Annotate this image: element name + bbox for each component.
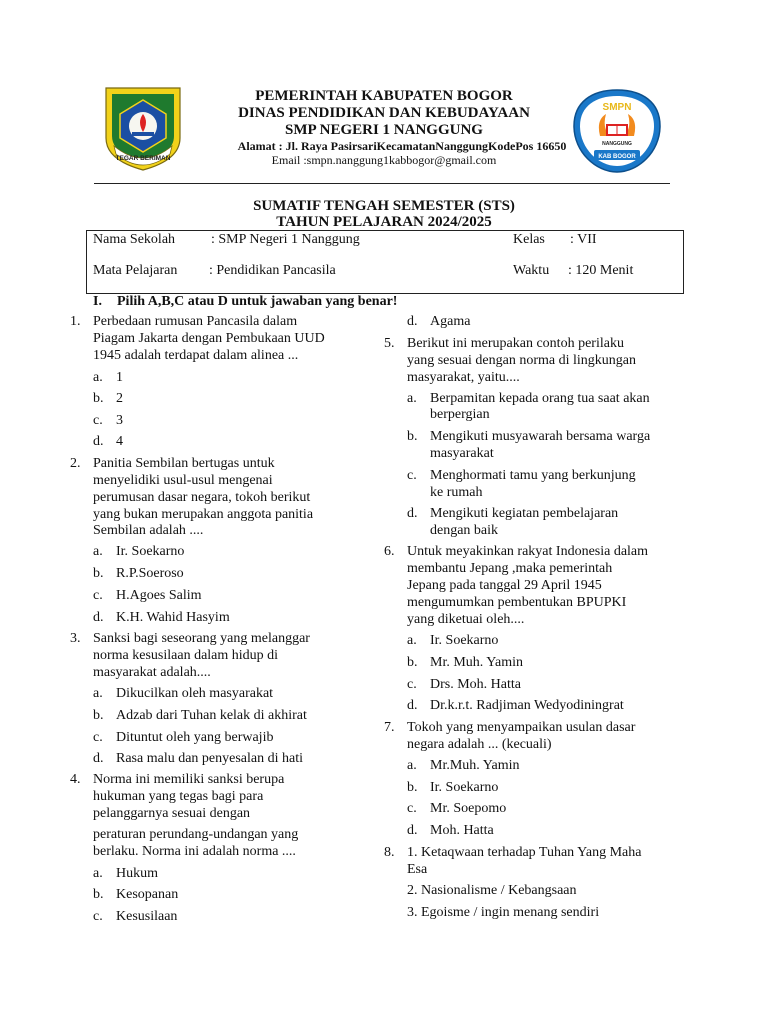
option-text: Ir. Soekarno (430, 780, 499, 795)
option-letter: c. (407, 801, 417, 816)
option-text: Mr.Muh. Yamin (430, 758, 520, 773)
option-letter: d. (93, 751, 104, 766)
question-line: yang diketuai oleh.... (407, 612, 525, 627)
option-letter: a. (407, 758, 417, 773)
option-letter: b. (93, 566, 104, 581)
option-letter: b. (93, 887, 104, 902)
option-text: Berpamitan kepada orang tua saat akan (430, 391, 650, 406)
option-text: Mr. Soepomo (430, 801, 507, 816)
option-text: Agama (430, 314, 471, 329)
question-line: Tokoh yang menyampaikan usulan dasar (407, 720, 636, 735)
option-letter: a. (407, 633, 417, 648)
option-letter: c. (93, 413, 103, 428)
question-line: pelanggarnya sesuai dengan (93, 806, 251, 821)
section-instruction: Pilih A,B,C atau D untuk jawaban yang benar! (117, 294, 398, 309)
option-text: 4 (116, 434, 123, 449)
question-line: Perbedaan rumusan Pancasila dalam (93, 314, 298, 329)
question-line: yang sesuai dengan norma di lingkungan (407, 353, 637, 368)
option-letter: a. (407, 391, 417, 406)
option-text: Menghormati tamu yang berkunjung (430, 468, 636, 483)
option-text: Mengikuti musyawarah bersama warga (430, 429, 651, 444)
exam-year: TAHUN PELAJARAN 2024/2025 (276, 214, 492, 230)
option-text: Kesopanan (116, 887, 179, 902)
left-logo-motto: TEGAR BERIMAN (115, 155, 171, 162)
option-text: Ir. Soekarno (116, 544, 185, 559)
option-letter: a. (93, 544, 103, 559)
question-number: 5. (384, 336, 395, 351)
question-line: 1945 adalah terdapat dalam alinea ... (93, 348, 299, 363)
question-line: Untuk meyakinkan rakyat Indonesia dalam (407, 544, 649, 559)
header-divider (94, 183, 670, 184)
question-line: peraturan perundang-undangan yang (93, 827, 299, 842)
header-line-1: PEMERINTAH KABUPATEN BOGOR (255, 88, 513, 104)
header-address: Alamat : Jl. Raya PasirsariKecamatanNanggungKodePos 16650 (237, 139, 567, 153)
question-line: mengumumkan pembentukan BPUPKI (407, 595, 627, 610)
option-letter: d. (93, 434, 104, 449)
question-line: masyarakat adalah.... (93, 665, 211, 680)
question-line: Sanksi bagi seseorang yang melanggar (93, 631, 310, 646)
option-letter: b. (93, 708, 104, 723)
option-letter: d. (407, 698, 418, 713)
question-line: berlaku. Norma ini adalah norma .... (93, 844, 296, 859)
subject-value: : Pendidikan Pancasila (209, 263, 336, 278)
question-number: 1. (70, 314, 81, 329)
question-number: 4. (70, 772, 81, 787)
option-text: masyarakat (430, 446, 494, 461)
question-line: norma kesusilaan dalam hidup di (93, 648, 279, 663)
header-email: Email :smpn.nanggung1kabbogor@gmail.com (271, 153, 497, 167)
question-line: Sembilan adalah .... (93, 523, 204, 538)
option-text: Adzab dari Tuhan kelak di akhirat (116, 708, 307, 723)
option-text: Dituntut oleh yang berwajib (116, 730, 274, 745)
option-text: 1 (116, 370, 123, 385)
option-text: Rasa malu dan penyesalan di hati (116, 751, 303, 766)
option-text: 3 (116, 413, 123, 428)
subject-label: Mata Pelajaran (93, 263, 178, 278)
question-line: yang bukan merupakan anggota panitia (93, 507, 314, 522)
question-number: 7. (384, 720, 395, 735)
option-letter: b. (93, 391, 104, 406)
question-line: 1. Ketaqwaan terhadap Tuhan Yang Maha (407, 845, 642, 860)
question-line: Jepang pada tanggal 29 April 1945 (407, 578, 602, 593)
option-text: Mengikuti kegiatan pembelajaran (430, 506, 619, 521)
option-text: K.H. Wahid Hasyim (116, 610, 230, 625)
option-letter: d. (93, 610, 104, 625)
class-label: Kelas (513, 232, 545, 247)
question-number: 2. (70, 456, 81, 471)
question-number: 6. (384, 544, 395, 559)
right-logo-top: SMPN (602, 102, 632, 113)
option-letter: c. (93, 730, 103, 745)
option-letter: c. (407, 677, 417, 692)
option-letter: b. (407, 429, 418, 444)
question-line: Esa (407, 862, 428, 877)
option-text: Hukum (116, 866, 158, 881)
option-letter: c. (93, 588, 103, 603)
option-text: dengan baik (430, 523, 499, 538)
option-text: Drs. Moh. Hatta (430, 677, 521, 692)
question-line: masyarakat, yaitu.... (407, 370, 520, 385)
question-line: Panitia Sembilan bertugas untuk (93, 456, 275, 471)
option-letter: b. (407, 655, 418, 670)
option-text: Moh. Hatta (430, 823, 494, 838)
header-line-3: SMP NEGERI 1 NANGGUNG (285, 122, 483, 138)
option-text: Dr.k.r.t. Radjiman Wedyodiningrat (430, 698, 624, 713)
question-number: 8. (384, 845, 395, 860)
right-logo-bottom: KAB BOGOR (598, 154, 636, 160)
option-text: Dikucilkan oleh masyarakat (116, 686, 274, 701)
option-letter: a. (93, 370, 103, 385)
option-letter: c. (93, 909, 103, 924)
option-letter: d. (407, 506, 418, 521)
option-text: Ir. Soekarno (430, 633, 499, 648)
option-letter: a. (93, 686, 103, 701)
option-letter: c. (407, 468, 417, 483)
option-text: ke rumah (430, 485, 483, 500)
question-line: 2. Nasionalisme / Kebangsaan (407, 883, 577, 898)
question-line: Berikut ini merupakan contoh perilaku (407, 336, 624, 351)
question-line: 3. Egoisme / ingin menang sendiri (407, 905, 600, 920)
school-value: : SMP Negeri 1 Nanggung (211, 232, 360, 247)
header-line-2: DINAS PENDIDIKAN DAN KEBUDAYAAN (238, 105, 530, 121)
section-number: I. (93, 294, 102, 309)
option-letter: d. (407, 823, 418, 838)
class-value: : VII (570, 232, 597, 247)
option-text: berpergian (430, 407, 490, 422)
question-line: Norma ini memiliki sanksi berupa (93, 772, 285, 787)
question-line: membantu Jepang ,maka pemerintah (407, 561, 613, 576)
option-letter: a. (93, 866, 103, 881)
exam-title: SUMATIF TENGAH SEMESTER (STS) (253, 198, 515, 214)
option-text: H.Agoes Salim (116, 588, 202, 603)
option-letter: b. (407, 780, 418, 795)
time-value: : 120 Menit (568, 263, 634, 278)
question-line: negara adalah ... (kecuali) (407, 737, 552, 752)
right-logo-mid: NANGGUNG (602, 141, 632, 147)
option-letter: d. (407, 314, 418, 329)
question-number: 3. (70, 631, 81, 646)
option-text: 2 (116, 391, 123, 406)
option-text: Mr. Muh. Yamin (430, 655, 523, 670)
question-line: Piagam Jakarta dengan Pembukaan UUD (93, 331, 325, 346)
time-label: Waktu (513, 263, 550, 278)
question-line: hukuman yang tegas bagi para (93, 789, 264, 804)
option-text: R.P.Soeroso (116, 566, 184, 581)
option-text: Kesusilaan (116, 909, 178, 924)
question-line: perumusan dasar negara, tokoh berikut (93, 490, 311, 505)
school-label: Nama Sekolah (93, 232, 176, 247)
question-line: menyelidiki usul-usul mengenai (93, 473, 273, 488)
